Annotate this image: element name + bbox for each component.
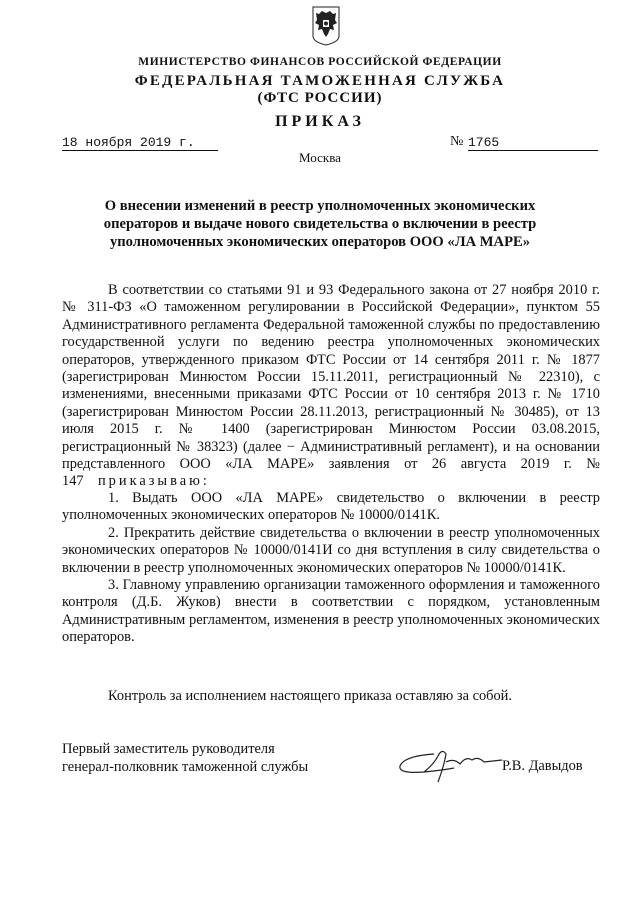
preamble: [62, 282, 600, 491]
order-number: 1765: [468, 136, 598, 151]
document-type: ПРИКАЗ: [275, 113, 365, 130]
russian-coat-of-arms-icon: [312, 6, 340, 46]
signatory-position: [62, 740, 308, 776]
service-abbreviation: (ФТС РОССИИ): [257, 90, 383, 106]
preamble-text: В соответствии со статьями 91 и 93 Федерального закона от 27 ноября 2010 г. № 311-ФЗ «О таможенном регулировании в Российской Федерации», пунктом 55 Административного регламента Федеральной таможенной службы по предоставлению государственной услуги по ведению реестра уполномоченных экономических операторов, утвержденного приказом ФТС России от 14 сентября 2011 г. № 1877 (зарегистрирован Минюстом России 15.11.2011, регистрационный № 22310), с изменениями, внесенными приказами ФТС России от 10 сентября 2013 г. № 1710 (зарегистрирован Минюстом России 28.11.2013, регистрационный № 30485), от 13 июля 2015 г. № 1400 (зарегистрирован Минюстом России 03.08.2015, регистрационный № 38323) (далее − Административный регламент), и на основании представленного ООО «ЛА МАРЕ» заявления от 26 августа 2019 г. № 147: [62, 282, 600, 490]
city: Москва: [299, 150, 341, 165]
order-item: 1. Выдать ООО «ЛА МАРЕ» свидетельство о включении в реестр уполномоченных экономических операторов № 10000/0141К.: [62, 490, 600, 524]
rank-line: генерал-полковник таможенной службы: [62, 759, 309, 775]
position-line: Первый заместитель руководителя: [62, 741, 275, 757]
order-date: 18 ноября 2019 г.: [62, 136, 218, 151]
order-items: [62, 490, 600, 647]
service-name: ФЕДЕРАЛЬНАЯ ТАМОЖЕННАЯ СЛУЖБА: [134, 73, 506, 89]
handwritten-signature-icon: [394, 742, 504, 786]
number-sign: №: [450, 134, 464, 149]
order-word: приказываю:: [97, 473, 210, 490]
order-item: 2. Прекратить действие свидетельства о включении в реестр уполномоченных экономических операторов № 10000/0141И со дня вступления в силу свидетельства о включении в реестр уполномоченных экономических операторов № 10000/0141К.: [62, 524, 600, 576]
signatory-name: Р.В. Давыдов: [502, 758, 583, 774]
control-clause: Контроль за исполнением настоящего приказа оставляю за собой.: [108, 688, 512, 704]
ministry-name: МИНИСТЕРСТВО ФИНАНСОВ РОССИЙСКОЙ ФЕДЕРАЦИИ: [138, 56, 502, 68]
order-item: 3. Главному управлению организации таможенного оформления и таможенного контроля (Д.Б. Жуков) внести в соответствии с порядком, установленным Административным регламентом, изменения в реестр уполномоченных экономических операторов.: [62, 577, 600, 646]
order-title: О внесении изменений в реестр уполномоченных экономических операторов и выдаче нового свидетельства о включении в реестр уполномоченных экономических операторов ООО «ЛА МАРЕ»: [103, 198, 537, 250]
